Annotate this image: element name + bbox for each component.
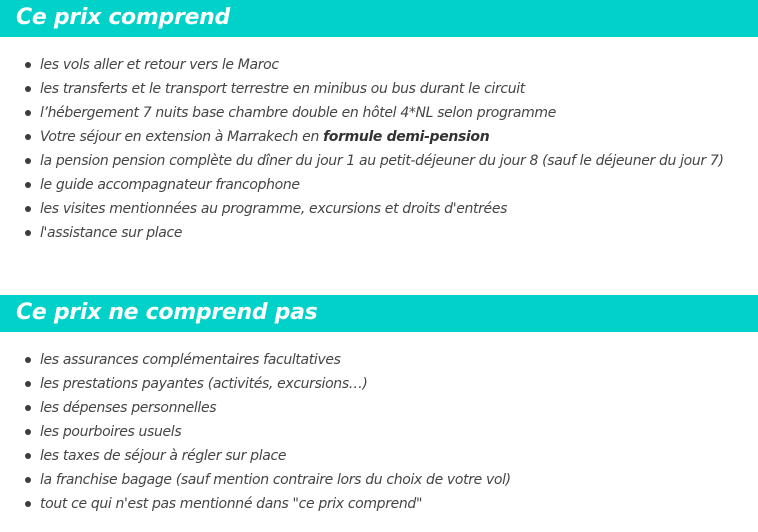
list-item <box>0 420 511 444</box>
list-item-text: les pourboires usuels <box>40 424 182 440</box>
list-item-text: les prestations payantes (activités, excursions…) <box>40 376 368 392</box>
bullet-icon <box>25 182 31 188</box>
bullet-icon <box>25 429 31 435</box>
bullet-icon <box>25 501 31 507</box>
included-section-title: Ce prix comprend <box>16 5 230 30</box>
included-section-header <box>0 0 758 37</box>
list-item-text: les visites mentionnées au programme, excursions et droits d'entrées <box>40 201 508 217</box>
list-item-text: l’hébergement 7 nuits base chambre double en hôtel 4*NL selon programme <box>40 105 556 121</box>
list-item <box>0 173 724 197</box>
list-item <box>0 125 724 149</box>
list-item-text: les assurances complémentaires facultatives <box>40 352 341 368</box>
excluded-items-list <box>0 348 511 516</box>
bullet-icon <box>25 453 31 459</box>
bullet-icon <box>25 357 31 363</box>
included-items-list <box>0 53 724 245</box>
list-item-text: Votre séjour en extension à Marrakech en <box>40 129 324 145</box>
bullet-icon <box>25 477 31 483</box>
list-item <box>0 348 511 372</box>
list-item <box>0 468 511 492</box>
bullet-icon <box>25 381 31 387</box>
list-item <box>0 221 724 245</box>
list-item-text: les taxes de séjour à régler sur place <box>40 448 287 464</box>
list-item-text: tout ce qui n'est pas mentionné dans "ce prix comprend" <box>40 496 423 512</box>
bullet-icon <box>25 86 31 92</box>
excluded-section-header <box>0 295 758 332</box>
list-item-text: les dépenses personnelles <box>40 400 217 416</box>
excluded-section-title: Ce prix ne comprend pas <box>16 300 318 325</box>
list-item-text: le guide accompagnateur francophone <box>40 177 300 193</box>
list-item-text: les vols aller et retour vers le Maroc <box>40 57 279 73</box>
list-item <box>0 197 724 221</box>
bullet-icon <box>25 206 31 212</box>
list-item <box>0 444 511 468</box>
list-item-text: l'assistance sur place <box>40 225 183 241</box>
list-item-text: la franchise bagage (sauf mention contraire lors du choix de votre vol) <box>40 472 511 488</box>
list-item <box>0 372 511 396</box>
bullet-icon <box>25 134 31 140</box>
list-item <box>0 77 724 101</box>
bullet-icon <box>25 158 31 164</box>
list-item <box>0 149 724 173</box>
list-item <box>0 53 724 77</box>
bullet-icon <box>25 110 31 116</box>
list-item-text: les transferts et le transport terrestre en minibus ou bus durant le circuit <box>40 81 525 97</box>
list-item-emphasis: formule demi-pension <box>323 129 490 145</box>
list-item <box>0 492 511 516</box>
list-item <box>0 101 724 125</box>
list-item <box>0 396 511 420</box>
list-item-text: la pension pension complète du dîner du jour 1 au petit-déjeuner du jour 8 (sauf le déjeuner du jour 7) <box>40 153 724 169</box>
bullet-icon <box>25 62 31 68</box>
bullet-icon <box>25 230 31 236</box>
bullet-icon <box>25 405 31 411</box>
